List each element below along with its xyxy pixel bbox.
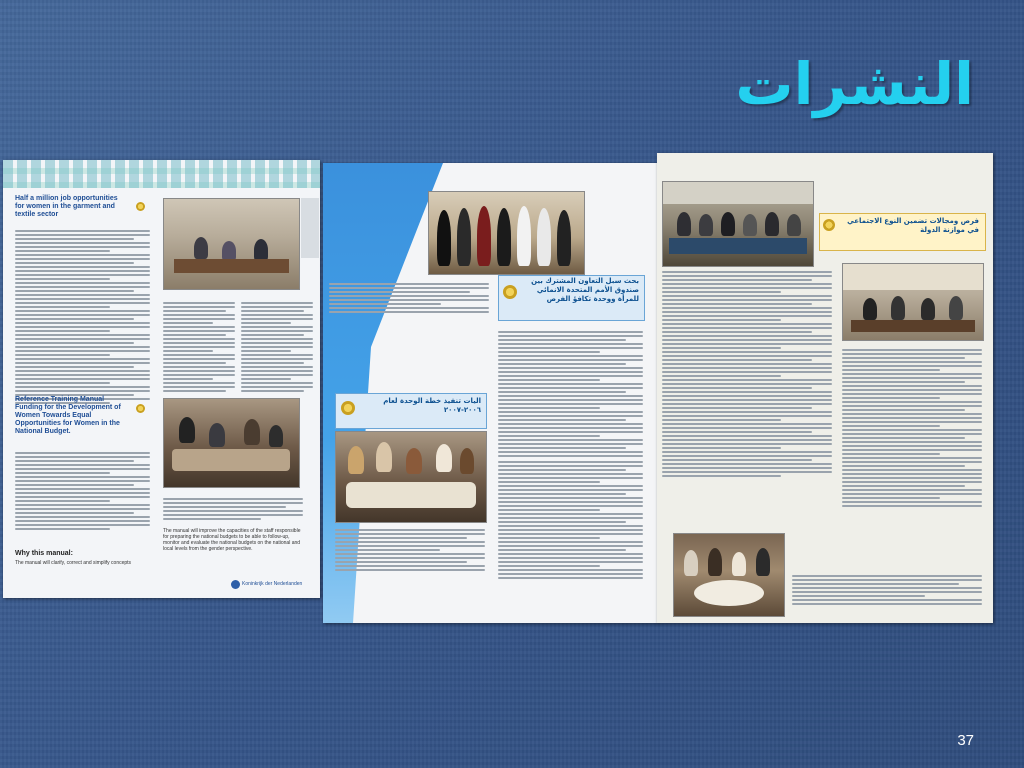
article-heading-2: Reference Training Manual Funding for the Development of Women Towards Equal Opportunities for Women in the National Budget. (15, 396, 121, 435)
page-number: 37 (957, 732, 974, 749)
article-heading-1: Half a million job opportunities for women in the garment and textile sector (15, 195, 118, 218)
article-title-1: بحث سبل التعاون المشترك بين صندوق الأمم المتحدة الانمائي للمرأة ووحدة تكافؤ الفرص (531, 277, 639, 303)
article-text-c2 (842, 347, 982, 509)
netherlands-logo: Koninkrijk der Nederlanden (231, 580, 311, 589)
sun-icon (823, 219, 835, 231)
newsletter-page-english (3, 160, 320, 598)
training-photo (163, 398, 300, 488)
newsletter-page-arabic-1 (323, 163, 658, 623)
newsletter-page-arabic-2 (657, 153, 993, 623)
article-text-c1 (662, 269, 832, 479)
group-photo (428, 191, 585, 275)
sun-icon (136, 404, 145, 413)
bullet-2: The manual will improve the capacities of the staff responsible for preparing the national budgets to be able to follow-up, monitor and evaluate the national budgets on the national and local levels from the gender perspective. (163, 528, 301, 552)
sun-icon (503, 285, 517, 299)
sun-icon (341, 401, 355, 415)
article-text-b2 (498, 329, 643, 459)
slide-title: النشرات (735, 50, 974, 118)
article-text-1 (15, 228, 150, 406)
bullet-1: The manual will clarify, correct and simplify concepts (15, 560, 132, 566)
banquet-photo (673, 533, 785, 617)
header-mosaic (3, 160, 320, 188)
article-title-c: فرص ومجالات تضمين النوع الاجتماعي في موازنة الدولة (847, 217, 979, 234)
panel-photo (842, 263, 984, 341)
article-text-c3 (792, 573, 982, 607)
conference-photo (662, 181, 814, 267)
article-text-4 (15, 450, 150, 532)
article-text-b3 (335, 527, 485, 573)
why-manual-label: Why this manual: (15, 550, 73, 557)
sun-icon (136, 202, 145, 211)
article-text-b1 (329, 281, 489, 315)
article-title-2: اليات تنفيذ خطة الوحدة لعام ٢٠٠٦-٢٠٠٧ (383, 397, 481, 414)
workshop-photo (335, 431, 487, 523)
article-text-2 (163, 300, 235, 394)
article-text-3 (241, 300, 313, 394)
lion-crest-icon (231, 580, 240, 589)
article-text-5 (163, 496, 303, 522)
meeting-photo (163, 198, 300, 290)
article-text-b4 (498, 459, 643, 581)
